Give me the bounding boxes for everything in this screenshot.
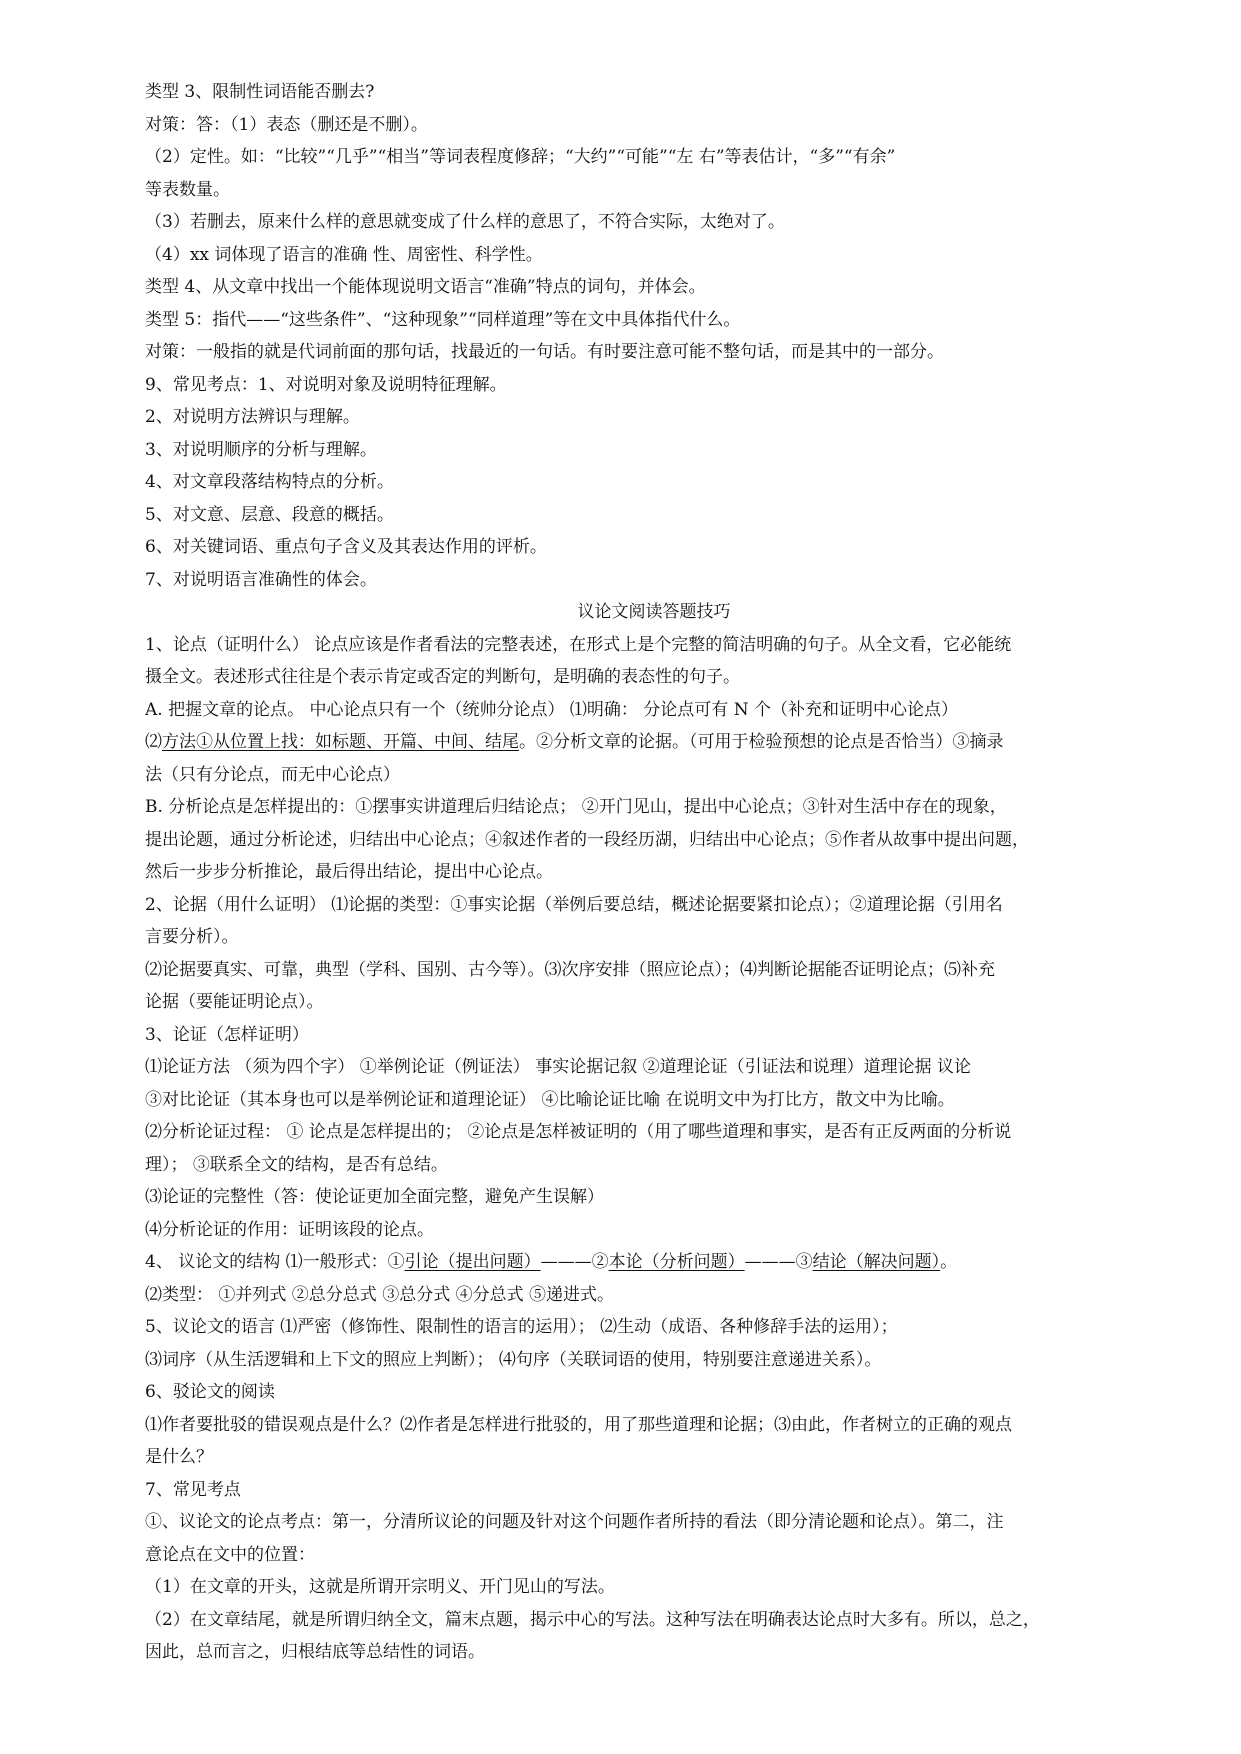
method-rest: 。②分析文章的论据。（可用于检验预想的论点是否恰当）③摘录 bbox=[519, 732, 1004, 752]
text-line: B. 分析论点是怎样提出的：①摆事实讲道理后归结论点； ②开门见山，提出中心论点；③针对生活中存在的现象， bbox=[145, 797, 1007, 817]
structure-prefix: 4、 议论文的结构 ⑴一般形式：① bbox=[145, 1252, 405, 1272]
text-line: 2、对说明方法辨识与理解。 bbox=[145, 407, 360, 427]
text-line: 1、论点（证明什么） 论点应该是作者看法的完整表述，在形式上是个完整的简洁明确的句子。从全文看，它必能统 bbox=[145, 634, 1012, 655]
explanatory-text-section bbox=[145, 76, 1123, 596]
text-line: 6、对关键词语、重点句子含义及其表达作用的评析。 bbox=[145, 537, 547, 557]
text-line: 类型 4、从文章中找出一个能体现说明文语言“准确”特点的词句，并体会。 bbox=[145, 277, 706, 297]
text-line: 对策：答：（1）表态（删还是不删）。 bbox=[145, 114, 428, 135]
structure-separator-2: ———③ bbox=[744, 1252, 813, 1272]
text-line: ③对比论证（其本身也可以是举例论证和道理论证） ④比喻论证比喻 在说明文中为打比方，散文中为比喻。 bbox=[145, 1089, 955, 1110]
text-line: 是什么？ bbox=[145, 1447, 213, 1467]
text-line: 提出论题，通过分析论述，归结出中心论点；④叙述作者的一段经历湖，归结出中心论点；⑤作者从故事中提出问题， bbox=[145, 829, 1029, 850]
text-line: 论据（要能证明论点）。 bbox=[145, 992, 324, 1012]
structure-part-intro: 引论（提出问题） bbox=[404, 1252, 541, 1272]
text-line: ⑷分析论证的作用：证明该段的论点。 bbox=[145, 1219, 434, 1240]
text-line: 9、常见考点：1、对说明对象及说明特征理解。 bbox=[145, 374, 507, 395]
text-line: ⑵分析论证过程： ① 论点是怎样提出的； ②论点是怎样被证明的（用了哪些道理和事实，是否有正反两面的分析说 bbox=[145, 1122, 1012, 1142]
text-line: ⑵论据要真实、可靠，典型（学科、国别、古今等）。⑶次序安排（照应论点）；⑷判断论据能否证明论点；⑸补充 bbox=[145, 959, 995, 980]
text-line: A. 把握文章的论点。 中心论点只有一个（统帅分论点） ⑴明确： 分论点可有 N 个（补充和证明中心论点） bbox=[145, 699, 958, 720]
text-line: 7、常见考点 bbox=[145, 1479, 241, 1500]
argumentative-section-body bbox=[145, 759, 1123, 1247]
text-line: （2）在文章结尾，就是所谓归纳全文，篇末点题，揭示中心的写法。这种写法在明确表达论点时大多有。所以，总之， bbox=[145, 1609, 1040, 1630]
structure-separator-1: ———② bbox=[540, 1252, 609, 1272]
text-line: 因此，总而言之，归根结底等总结性的词语。 bbox=[145, 1642, 485, 1662]
text-line: 7、对说明语言准确性的体会。 bbox=[145, 569, 377, 590]
text-line: （3）若删去，原来什么样的意思就变成了什么样的意思了，不符合实际，太绝对了。 bbox=[145, 212, 785, 232]
structure-end: 。 bbox=[940, 1252, 958, 1272]
structure-part-conclusion: 结论（解决问题） bbox=[812, 1252, 941, 1272]
text-line: ⑴论证方法 （须为四个字） ①举例论证（例证法） 事实论据记叙 ②道理论证（引证法和说理）道理论据 议论 bbox=[145, 1057, 972, 1077]
text-line: 等表数量。 bbox=[145, 179, 230, 200]
text-line: ⑶论证的完整性（答：使论证更加全面完整，避免产生误解） bbox=[145, 1187, 604, 1207]
section-heading: 议论文阅读答题技巧 bbox=[577, 602, 731, 622]
text-line: 理）； ③联系全文的结构，是否有总结。 bbox=[145, 1154, 448, 1175]
text-line: 5、对文意、层意、段意的概括。 bbox=[145, 504, 394, 525]
text-line: 4、对文章段落结构特点的分析。 bbox=[145, 472, 394, 492]
text-line: ①、议论文的论点考点：第一，分清所议论的问题及针对这个问题作者所持的看法（即分清论题和论点）。第二，注 bbox=[145, 1512, 1004, 1532]
method-underlined-text: 方法①从位置上找：如标题、开篇、中间、结尾 bbox=[162, 732, 519, 752]
text-line: 3、论证（怎样证明） bbox=[145, 1024, 309, 1045]
structure-line bbox=[145, 1246, 1123, 1279]
text-line: 摄全文。表述形式往往是个表示肯定或否定的判断句，是明确的表态性的句子。 bbox=[145, 667, 740, 687]
text-line: 5、议论文的语言 ⑴严密（修饰性、限制性的语言的运用）； ⑵生动（成语、各种修辞手法的运用）； bbox=[145, 1317, 898, 1337]
text-line: 6、驳论文的阅读 bbox=[145, 1382, 275, 1402]
text-line: 言要分析）。 bbox=[145, 927, 239, 947]
text-line: 类型 5：指代——“这些条件”、“这种现象”“同样道理”等在文中具体指代什么。 bbox=[145, 309, 741, 330]
text-line: 3、对说明顺序的分析与理解。 bbox=[145, 439, 377, 460]
method-prefix: ⑵ bbox=[145, 732, 162, 752]
structure-part-body: 本论（分析问题） bbox=[608, 1252, 745, 1272]
text-line: ⑶词序（从生活逻辑和上下文的照应上判断）； ⑷句序（关联词语的使用，特别要注意递进关系）。 bbox=[145, 1349, 882, 1370]
argumentative-section-end bbox=[145, 1279, 1123, 1669]
text-line: （2）定性。如：“比较”“几乎”“相当”等词表程度修辞；“大约”“可能”“左 右”等表估计，“多”“有余” bbox=[145, 147, 896, 167]
method-line bbox=[145, 726, 1123, 759]
argumentative-section-intro bbox=[145, 629, 1123, 727]
text-line: 对策：一般指的就是代词前面的那句话，找最近的一句话。有时要注意可能不整句话，而是其中的一部分。 bbox=[145, 342, 944, 362]
text-line: 然后一步步分析推论，最后得出结论，提出中心论点。 bbox=[145, 862, 553, 882]
text-line: （1）在文章的开头，这就是所谓开宗明义、开门见山的写法。 bbox=[145, 1577, 615, 1597]
text-line: ⑵类型： ①并列式 ②总分总式 ③总分式 ④分总式 ⑤递进式。 bbox=[145, 1284, 615, 1305]
text-line: （4）xx 词体现了语言的准确 性、周密性、科学性。 bbox=[145, 244, 543, 265]
text-line: 2、论据（用什么证明） ⑴论据的类型：①事实论据（举例后要总结，概述论据要紧扣论点）；②道理论据（引用名 bbox=[145, 894, 1003, 915]
text-line: 类型 3、限制性词语能否删去? bbox=[145, 82, 375, 102]
text-line: 意论点在文中的位置： bbox=[145, 1544, 315, 1565]
text-line: ⑴作者要批驳的错误观点是什么？⑵作者是怎样进行批驳的，用了那些道理和论据；⑶由此，作者树立的正确的观点 bbox=[145, 1414, 1012, 1435]
text-line: 法（只有分论点，而无中心论点） bbox=[145, 764, 400, 785]
